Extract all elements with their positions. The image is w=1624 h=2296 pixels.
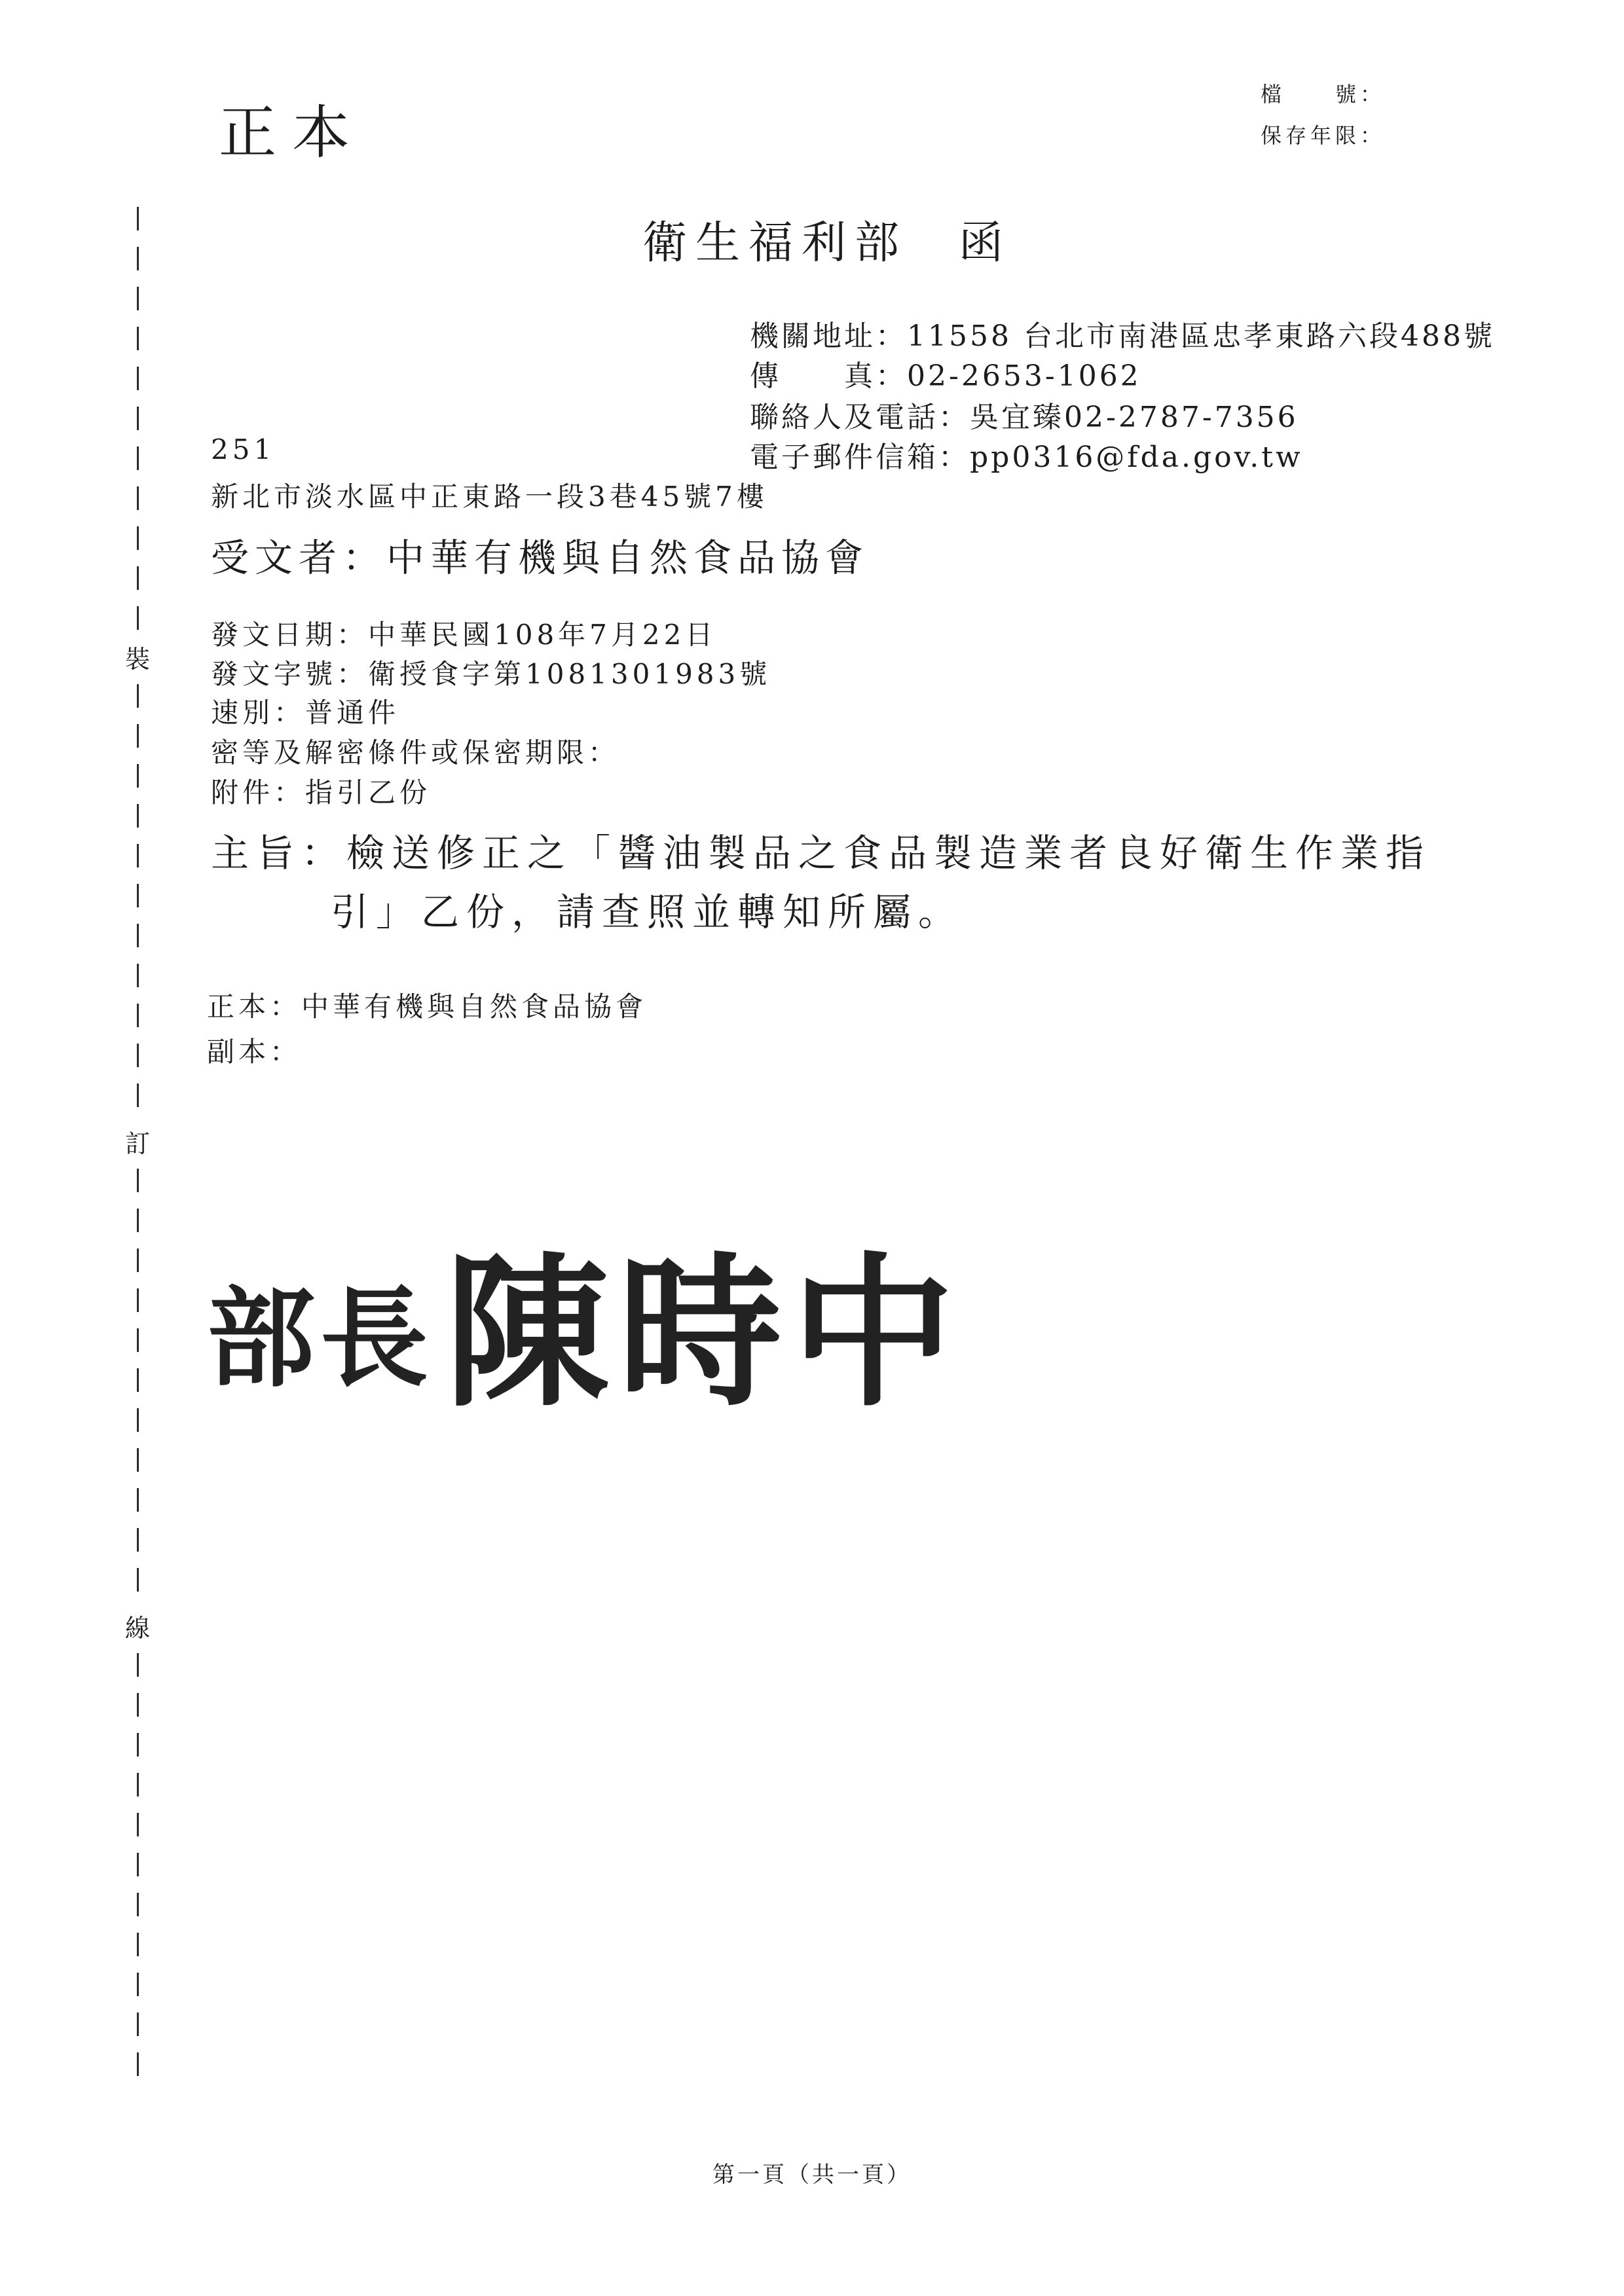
page-number: 第一頁（共一頁） xyxy=(712,2162,912,2188)
sender-fax-line xyxy=(750,359,1141,393)
sender-contact: 吳宜臻02-2787-7356 xyxy=(970,401,1299,434)
recipient-postal-code: 251 xyxy=(211,433,276,465)
original-recipient-line xyxy=(207,993,647,1021)
subject-label: 主旨： xyxy=(211,831,347,875)
binding-dash-segment xyxy=(137,684,139,1123)
sender-contact-line xyxy=(750,403,1299,432)
recipient-name: 中華有機與自然食品協會 xyxy=(386,536,870,580)
classification-label: 密等及解密條件或保密期限： xyxy=(211,737,620,769)
binding-mark-bottom: 線 xyxy=(124,1614,150,1643)
sender-address-label: 機關地址： xyxy=(750,319,907,353)
binding-mark-top: 裝 xyxy=(124,645,150,674)
issuing-agency: 衛生福利部 xyxy=(642,217,908,269)
issue-date: 中華民國108年7月22日 xyxy=(368,619,717,651)
sender-fax-label: 傳 真： xyxy=(750,359,907,393)
classification-line xyxy=(211,739,619,767)
binding-dash-segment xyxy=(137,207,139,638)
subject-line-1: 檢送修正之「醬油製品之食品製造業者良好衛生作業指 xyxy=(346,831,1431,875)
issue-number: 衛授食字第1081301983號 xyxy=(368,658,771,690)
sender-fax: 02-2653-1062 xyxy=(907,359,1141,393)
issue-date-label: 發文日期： xyxy=(211,619,369,651)
sender-email-line xyxy=(750,443,1303,472)
subject-line-2: 引」乙份，請查照並轉知所屬。 xyxy=(331,890,964,934)
document-type: 函 xyxy=(959,217,1012,269)
sender-contact-label: 聯絡人及電話： xyxy=(750,401,970,434)
binding-dash-segment xyxy=(137,1169,139,1607)
attachment: 指引乙份 xyxy=(305,776,432,809)
recipient-address: 新北市淡水區中正東路一段3巷45號7樓 xyxy=(211,481,768,513)
sender-email-label: 電子郵件信箱： xyxy=(750,441,970,474)
recipient-line xyxy=(211,536,870,580)
original-recipient-label: 正本： xyxy=(207,991,302,1023)
issue-number-line xyxy=(211,658,771,690)
attachment-label: 附件： xyxy=(211,776,306,809)
sender-email: pp0316@fda.gov.tw xyxy=(970,441,1303,474)
attachment-line xyxy=(211,776,432,809)
file-number-label: 檔 號： xyxy=(1261,82,1386,107)
delivery-speed: 普通件 xyxy=(305,697,400,729)
recipient-label: 受文者： xyxy=(211,536,387,580)
sender-address: 11558 台北市南港區忠孝東路六段488號 xyxy=(907,319,1495,353)
copy-recipient-label: 副本： xyxy=(207,1036,302,1068)
copy-type-label: 正本 xyxy=(219,99,366,166)
issue-date-line xyxy=(211,621,716,649)
copy-recipient-line xyxy=(207,1038,301,1066)
retention-period-label: 保存年限： xyxy=(1261,123,1386,148)
document-title xyxy=(642,217,1012,269)
signature-title: 部長 xyxy=(207,1275,434,1402)
delivery-speed-line xyxy=(211,699,399,727)
signature-name: 陳時中 xyxy=(445,1236,964,1429)
delivery-speed-label: 速別： xyxy=(211,697,306,729)
issue-number-label: 發文字號： xyxy=(211,658,369,690)
subject-line-1-row xyxy=(211,831,1431,875)
original-recipient: 中華有機與自然食品協會 xyxy=(301,991,648,1023)
sender-address-line xyxy=(750,319,1495,353)
binding-dash-segment xyxy=(137,1653,139,2081)
binding-mark-middle: 訂 xyxy=(124,1129,150,1158)
